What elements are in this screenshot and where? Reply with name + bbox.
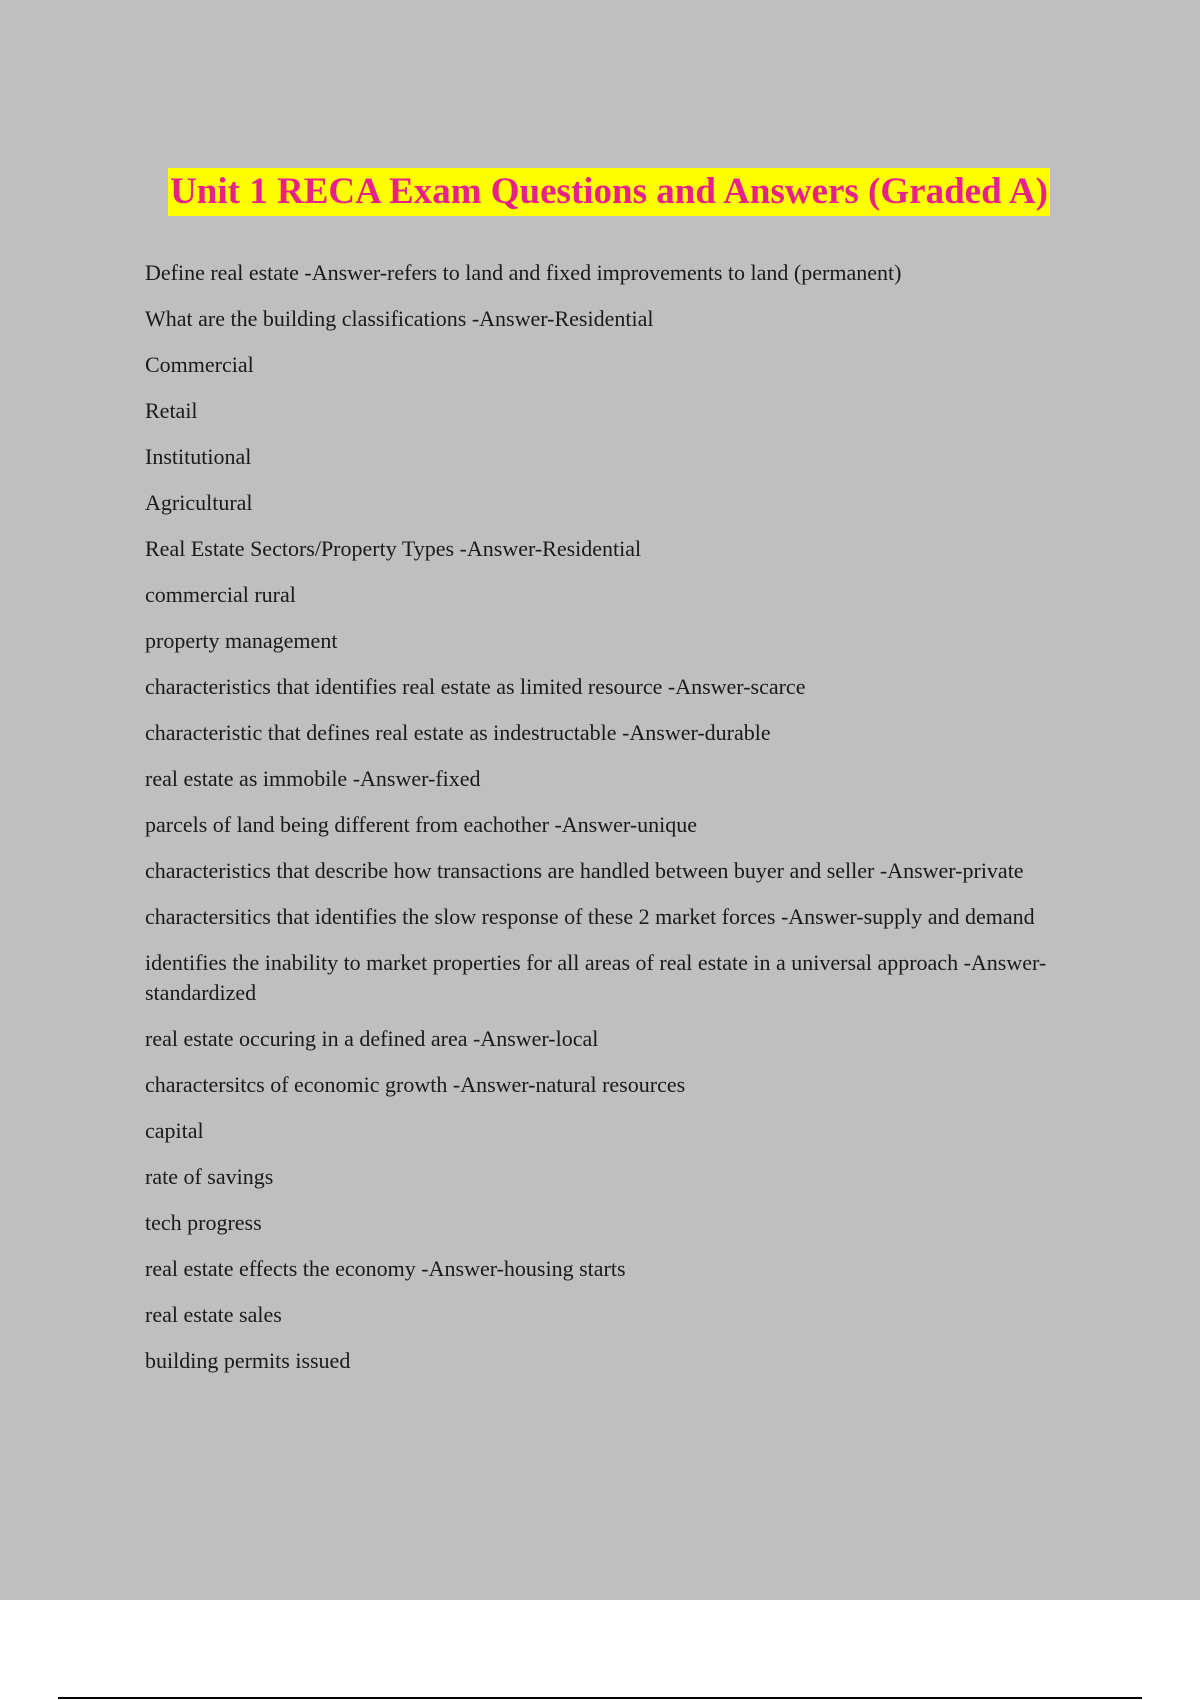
qa-line: property management (145, 628, 338, 653)
qa-line: rate of savings (145, 1164, 274, 1189)
qa-line: characteristics that describe how transactions are handled between buyer and seller -Answer-private (145, 858, 1024, 883)
qa-line: Agricultural (145, 490, 253, 515)
qa-list (145, 258, 1055, 1392)
qa-line: parcels of land being different from eachother -Answer-unique (145, 812, 697, 837)
qa-line: charactersitcs of economic growth -Answer-natural resources (145, 1072, 686, 1097)
title-container (0, 168, 1200, 216)
qa-line: Retail (145, 398, 198, 423)
qa-line: identifies the inability to market properties for all areas of real estate in a universal approach -Answer-standardized (145, 950, 1047, 1005)
qa-line: commercial rural (145, 582, 296, 607)
qa-line: building permits issued (145, 1348, 351, 1373)
qa-line: capital (145, 1118, 204, 1143)
qa-line: real estate effects the economy -Answer-housing starts (145, 1256, 626, 1281)
footer-divider (58, 1697, 1142, 1699)
qa-line: characteristic that defines real estate as indestructable -Answer-durable (145, 720, 771, 745)
qa-line: tech progress (145, 1210, 262, 1235)
qa-line: real estate sales (145, 1302, 282, 1327)
qa-line: real estate occuring in a defined area -Answer-local (145, 1026, 599, 1051)
document-title: Unit 1 RECA Exam Questions and Answers (Graded A) (168, 168, 1050, 216)
qa-line: real estate as immobile -Answer-fixed (145, 766, 481, 791)
qa-line: Institutional (145, 444, 252, 469)
qa-line: characteristics that identifies real estate as limited resource -Answer-scarce (145, 674, 806, 699)
qa-line: Define real estate -Answer-refers to land and fixed improvements to land (permanent) (145, 260, 902, 285)
qa-line: What are the building classifications -Answer-Residential (145, 306, 654, 331)
qa-line: Real Estate Sectors/Property Types -Answer-Residential (145, 536, 642, 561)
qa-line: Commercial (145, 352, 254, 377)
qa-line: charactersitics that identifies the slow response of these 2 market forces -Answer-supply and demand (145, 904, 1035, 929)
